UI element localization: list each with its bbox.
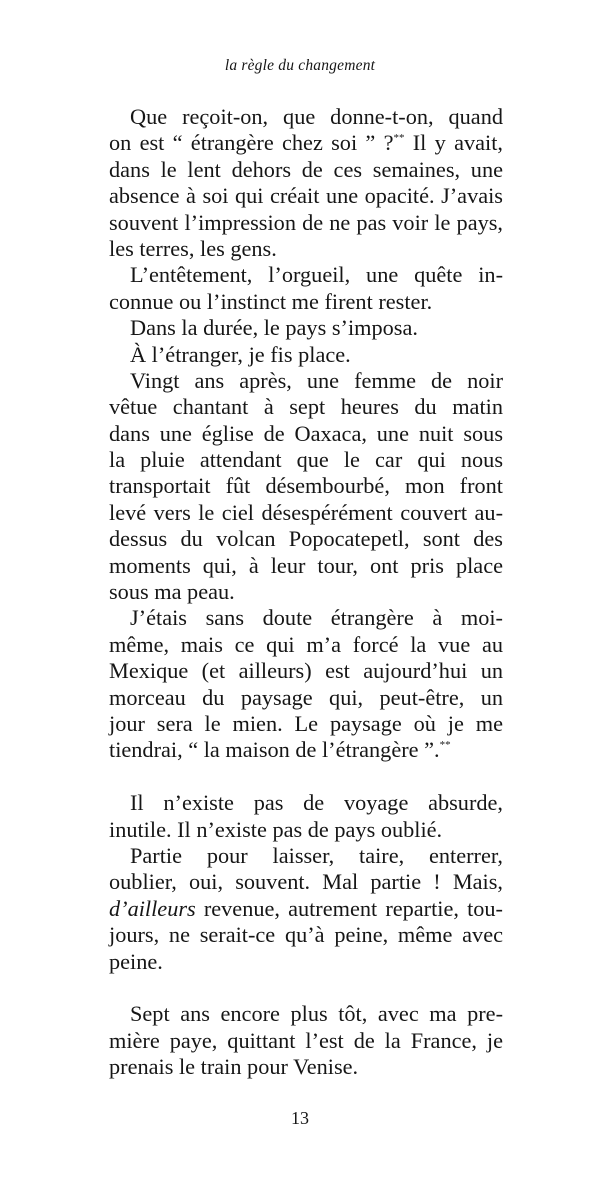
text-line [109,1001,503,1027]
paragraph [109,342,503,368]
line-text: dans le lent dehors de ces semaines, une [109,156,503,182]
text-line [109,183,503,209]
paragraph [109,843,503,975]
line-text: les terres, les gens. [109,235,277,261]
text-line [109,473,503,499]
text-line [109,737,503,763]
text-line [109,236,503,262]
line-text: prenais le train pour Venise. [109,1054,359,1080]
line-text: dessus du volcan Popocatepetl, sont des [109,526,503,552]
text-line [109,843,503,869]
line-text: peine. [109,948,163,974]
italic-text: d’ailleurs [109,895,196,921]
line-text: À l’étranger, je fis place. [130,341,351,367]
text-line [109,1028,503,1054]
paragraph [109,790,503,843]
line-text: jour sera le mien. Le paysage où je me [109,710,503,736]
line-text: la pluie attendant que le car qui nous [109,447,503,473]
text-line [109,342,503,368]
line-text: J’étais sans doute étrangère à moi- [130,605,503,631]
line-text: Vingt ans après, une femme de noir [130,367,503,393]
footnote-marker: ** [439,739,451,752]
text-line [109,658,503,684]
line-text: Sept ans encore plus tôt, avec ma pre- [130,1001,503,1027]
line-text: Il n’existe pas de voyage absurde, [130,790,503,816]
text-line [109,685,503,711]
text-line [109,289,503,315]
paragraph [109,104,503,262]
line-text: oublier, oui, souvent. Mal partie ! Mais, [109,869,503,895]
line-text: mière paye, quittant l’est de la France, je [109,1027,503,1053]
line-text: dans une église de Oaxaca, une nuit sous [109,420,503,446]
page-number: 13 [291,1108,309,1128]
paragraph [109,262,503,315]
text-line [109,922,503,948]
text-line [109,157,503,183]
footnote-marker: ** [393,132,405,145]
text-line [109,394,503,420]
text-line [109,711,503,737]
text-line [109,817,503,843]
text-line [109,526,503,552]
line-text: Il y avait, [404,130,503,156]
text-line [109,553,503,579]
text-line [109,632,503,658]
line-text: vêtue chantant à sept heures du matin [109,394,503,420]
text-line [109,949,503,975]
line-text: tiendrai, “ la maison de l’étrangère ”. [109,737,440,763]
line-text: on est “ étrangère chez soi ” ? [109,130,394,156]
line-text: Partie pour laisser, taire, enterrer, [130,842,503,868]
line-text: jours, ne serait-ce qu’à peine, même avec [109,922,503,948]
text-line [109,579,503,605]
line-text: revenue, autrement repartie, tou- [195,895,503,921]
line-text: connue ou l’instinct me firent rester. [109,288,433,314]
line-text: Que reçoit-on, que donne-t-on, quand [130,104,503,129]
running-head: la règle du changement [224,57,376,74]
line-text: L’entêtement, l’orgueil, une quête in- [130,262,503,288]
text-line [109,605,503,631]
text-line [109,130,503,156]
text-line [109,790,503,816]
line-text: Dans la durée, le pays s’imposa. [130,315,418,341]
line-text: même, mais ce qui m’a forcé la vue au [109,631,503,657]
text-line [109,210,503,236]
body-text [109,104,503,1080]
text-line [109,500,503,526]
line-text: sous ma peau. [109,579,235,605]
line-text: morceau du paysage qui, peut-être, un [109,684,503,710]
paragraph [109,315,503,341]
text-line [109,262,503,288]
line-text: Mexique (et ailleurs) est aujourd’hui un [109,658,503,684]
text-line [109,368,503,394]
paragraph [109,368,503,606]
line-text: levé vers le ciel désespérément couvert au- [109,499,503,525]
section-break [109,764,503,790]
text-line [109,447,503,473]
line-text: transportait fût désembourbé, mon front [109,473,503,499]
text-line [109,315,503,341]
text-line [109,869,503,895]
line-text: souvent l’impression de ne pas voir le pays, [109,209,503,235]
text-line [109,1054,503,1080]
text-line [109,896,503,922]
line-text: absence à soi qui créait une opacité. J’avais [109,183,503,209]
paragraph [109,1001,503,1080]
section-break [109,975,503,1001]
line-text: inutile. Il n’existe pas de pays oublié. [109,816,443,842]
paragraph [109,605,503,763]
text-line [109,421,503,447]
text-line [109,104,503,130]
line-text: moments qui, à leur tour, ont pris place [109,552,503,578]
